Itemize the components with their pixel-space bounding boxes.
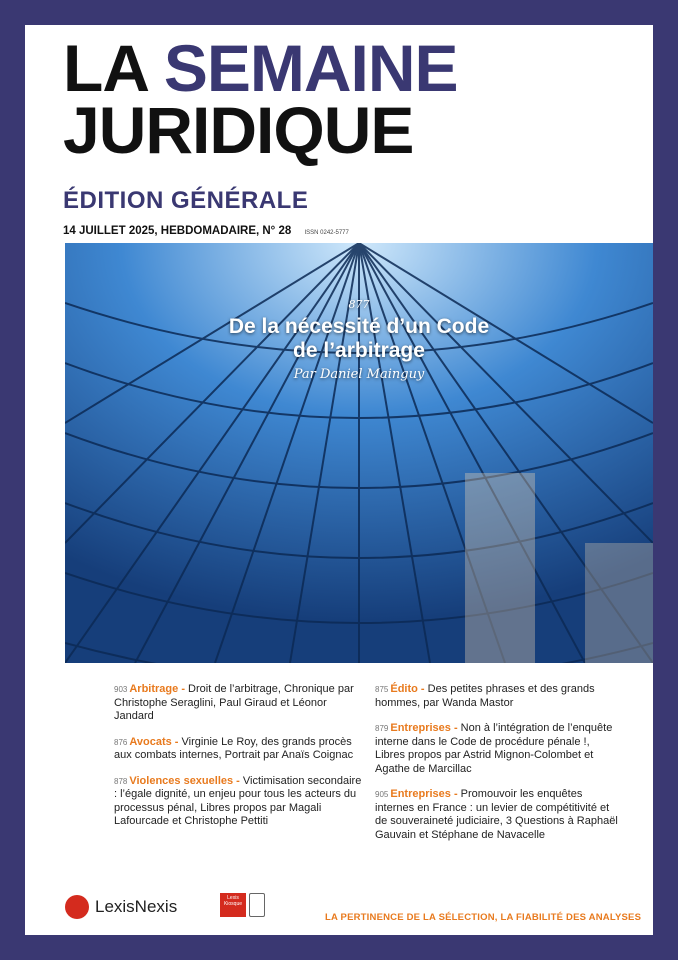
masthead-word-semaine: SEMAINE (163, 31, 458, 105)
toc-category: Violences sexuelles - (129, 774, 240, 787)
edition-label: ÉDITION GÉNÉRALE (63, 187, 309, 214)
masthead-word-la: LA (63, 31, 147, 105)
toc-entry[interactable] (375, 788, 620, 842)
toc-text: Victimisation secondaire : l’égale dignité, un enjeu pour tous les acteurs du processus pénal, Libres propos par Magali Lafourcade et Christophe Pettiti (114, 774, 362, 827)
toc-text: Virginie Le Roy, des grands procès aux combats internes, Portrait par Anaïs Coignac (114, 735, 354, 761)
feature-title-line1: De la nécessité d’un Code (228, 315, 490, 338)
toc-category: Avocats - (129, 735, 179, 748)
toc-category: Entreprises - (390, 722, 458, 734)
toc-num: 878 (114, 776, 128, 786)
feature-article[interactable] (65, 298, 653, 382)
kiosque-badge[interactable] (220, 893, 265, 917)
toc-category: Édito - (390, 683, 425, 695)
issue-date: 14 JUILLET 2025, HEBDOMADAIRE, N° 28 (63, 225, 292, 237)
toc-num: 903 (114, 685, 128, 694)
kiosque-logo: Lexis Kiosque (220, 893, 246, 917)
toc-entry[interactable] (114, 736, 364, 763)
toc-category: Entreprises - (390, 788, 458, 800)
toc-text: Droit de l’arbitrage, Chronique par Christophe Seraglini, Paul Giraud et Léonor Jandard (114, 683, 354, 722)
toc-num: 905 (375, 790, 389, 799)
toc-num: 879 (375, 724, 389, 733)
feature-title-line2: de l’arbitrage (293, 339, 425, 362)
toc-entry[interactable] (114, 683, 364, 724)
publisher-name: LexisNexis (95, 897, 178, 916)
toc-left-column (114, 683, 364, 841)
toc-num: 875 (375, 685, 389, 694)
feature-number: 877 (348, 298, 370, 311)
tagline: LA PERTINENCE DE LA SÉLECTION, LA FIABILITÉ DES ANALYSES (325, 912, 642, 923)
toc-entry[interactable] (375, 683, 620, 710)
dateline (63, 225, 349, 237)
cover-page (25, 25, 653, 935)
issn: ISSN 0242-5777 (304, 230, 349, 236)
toc-right-column (375, 683, 620, 854)
toc-num: 876 (114, 737, 128, 747)
toc-text: Des petites phrases et des grands hommes, par Wanda Mastor (375, 683, 595, 709)
toc-category: Arbitrage - (129, 683, 185, 695)
toc-entry[interactable] (114, 775, 364, 829)
toc-text: Promouvoir les enquêtes internes en France : un levier de compétitivité et de souveraineté judiciaire, 3 Questions à Raphaël Gauvain et Stéphane de Navacelle (375, 788, 618, 841)
feature-author: Par Daniel Mainguy (293, 367, 425, 382)
feature-title (65, 315, 653, 363)
toc-entry[interactable] (375, 722, 620, 776)
masthead-title (63, 31, 458, 167)
publisher-logo[interactable] (65, 895, 177, 919)
tablet-phone-icon (249, 893, 265, 917)
cover-photo (65, 243, 653, 663)
lexisnexis-emblem-icon (65, 895, 89, 919)
toc-text: Non à l’intégration de l’enquête interne dans le Code de procédure pénale !, Libres propos par Astrid Mignon-Colombet et Agathe de Marcillac (375, 722, 613, 775)
frame-band (653, 0, 678, 960)
masthead-word-juridique: JURIDIQUE (63, 93, 414, 167)
